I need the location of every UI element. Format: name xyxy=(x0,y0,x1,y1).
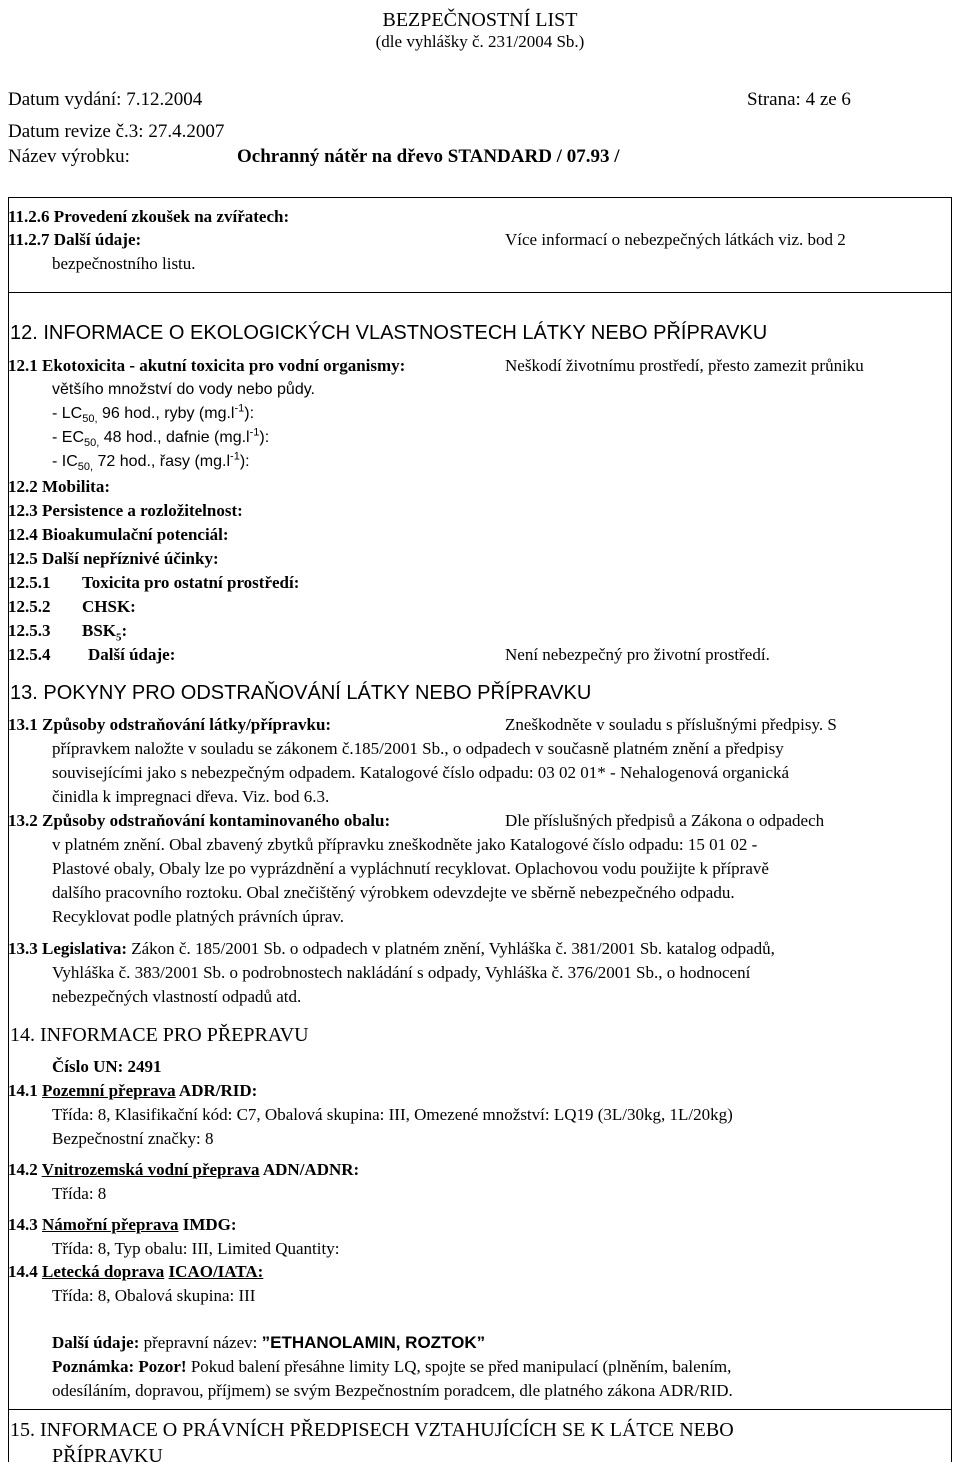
shipping-name-line: Další údaje: přepravní název: ”ETHANOLAMIN, ROZTOK” xyxy=(52,1333,486,1352)
section-15-title: 15. INFORMACE O PRÁVNÍCH PŘEDPISECH VZTAHUJÍCÍCH SE K LÁTCE NEBO xyxy=(10,1419,734,1441)
disposal-substance-value: Zneškodněte v souladu s příslušnými předpisy. S xyxy=(505,715,837,734)
section-12-title: 12. INFORMACE O EKOLOGICKÝCH VLASTNOSTECH LÁTKY NEBO PŘÍPRAVKU xyxy=(10,322,768,344)
legislation-line: 13.3 Legislativa: Zákon č. 185/2001 Sb. o odpadech v platném znění, Vyhláška č. 381/2001 Sb. katalog odpadů, xyxy=(8,939,775,958)
ic50-line: - $IC_{50,}$ 72 hod., řasy $(mg.l^{-1})$: xyxy=(52,450,250,474)
box-top-border xyxy=(8,197,952,198)
un-number: Číslo UN: 2491 xyxy=(52,1057,162,1076)
document-title: BEZPEČNOSTNÍ LIST xyxy=(382,9,578,31)
transport-sea-l1: Třída: 8, Typ obalu: III, Limited Quantity: xyxy=(52,1239,340,1258)
s11-other-data-cont: bezpečnostního listu. xyxy=(52,254,196,273)
transport-inland-l1: Třída: 8 xyxy=(52,1184,107,1203)
transport-air: 14.4 Letecká doprava ICAO/IATA: xyxy=(8,1262,264,1281)
section-15-title-l2: PŘÍPRAVKU xyxy=(52,1445,163,1467)
disposal-packaging-value: Dle příslušných předpisů a Zákona o odpadech xyxy=(505,811,825,830)
disposal-substance-label: 13.1 Způsoby odstraňování látky/přípravku: xyxy=(8,715,332,734)
legislation-l2: Vyhláška č. 383/2001 Sb. o podrobnostech nakládání s odpady, Vyhláška č. 376/2001 Sb., o hodnocení xyxy=(52,963,751,982)
ec50-line: - $EC_{50,}$ 48 hod., dafnie $(mg.l^{-1})$: xyxy=(52,426,270,450)
transport-air-l1: Třída: 8, Obalová skupina: III xyxy=(52,1286,256,1305)
chsk: CHSK: xyxy=(82,597,136,616)
section-divider xyxy=(8,292,952,293)
note-l2: odesíláním, dopravou, příjmem) se svým Bezpečnostním poradcem, dle platného zákona ADR/RID. xyxy=(52,1381,733,1400)
page-number: Strana: 4 ze 6 xyxy=(747,89,851,110)
revision-date: Datum revize č.3: 27.4.2007 xyxy=(8,121,225,142)
adverse-effects: 12.5 Další nepříznivé účinky: xyxy=(8,549,219,568)
ecotox-label: 12.1 Ekotoxicita - akutní toxicita pro vodní organismy: xyxy=(8,356,406,375)
ecotox-value: Neškodí životnímu prostředí, přesto zamezit průniku xyxy=(505,356,864,375)
section-13-title: 13. POKYNY PRO ODSTRAŇOVÁNÍ LÁTKY NEBO PŘÍPRAVKU xyxy=(10,682,592,704)
s1251-num: 12.5.1 xyxy=(8,573,51,592)
disposal-substance-l2: přípravkem naložte v souladu se zákonem č.185/2001 Sb., o odpadech v současně platném znění a předpisy xyxy=(52,739,784,758)
product-name: Ochranný nátěr na dřevo STANDARD / 07.93 / xyxy=(237,146,620,167)
lc50-line: - $LC_{50,}$ 96 hod., ryby $(mg.l^{-1})$: xyxy=(52,402,255,426)
disposal-substance-l4: činidla k impregnaci dřeva. Viz. bod 6.3. xyxy=(52,787,330,806)
persistence: 12.3 Persistence a rozložitelnost: xyxy=(8,501,243,520)
disposal-packaging-l2: v platném znění. Obal zbavený zbytků přípravku zneškodněte jako Katalogové číslo odpadu: 15 01 02 - xyxy=(52,835,758,854)
issue-date: Datum vydání: 7.12.2004 xyxy=(8,89,203,110)
ecotox-cont: většího množství do vody nebo půdy. xyxy=(52,381,315,398)
bioaccumulation: 12.4 Bioakumulační potenciál: xyxy=(8,525,229,544)
disposal-packaging-l4: dalšího pracovního roztoku. Obal znečištěný výrobkem odevzdejte ve sběrně nebezpečného odpadu. xyxy=(52,883,735,902)
disposal-substance-l3: souvisejícími jako s nebezpečným odpadem. Katalogové číslo odpadu: 03 02 01* - Nehalogenová organická xyxy=(52,763,790,782)
product-label: Název výrobku: xyxy=(8,146,130,167)
transport-land: 14.1 Pozemní přeprava ADR/RID: xyxy=(8,1081,258,1100)
mobility: 12.2 Mobilita: xyxy=(8,477,110,496)
transport-land-l2: Bezpečnostní značky: 8 xyxy=(52,1129,214,1148)
other-data-value: Není nebezpečný pro životní prostředí. xyxy=(505,645,770,664)
document-subtitle: (dle vyhlášky č. 231/2004 Sb.) xyxy=(375,32,585,51)
disposal-packaging-l3: Plastové obaly, Obaly lze po vyprázdnění a vypláchnutí recyklovat. Oplachovou vodu použijte k přípravě xyxy=(52,859,769,878)
disposal-packaging-label: 13.2 Způsoby odstraňování kontaminovaného obalu: xyxy=(8,811,391,830)
s1254-num: 12.5.4 xyxy=(8,645,51,664)
section-14-title: 14. INFORMACE PRO PŘEPRAVU xyxy=(10,1024,309,1046)
transport-inland: 14.2 Vnitrozemská vodní přeprava ADN/ADNR: xyxy=(8,1160,360,1179)
s1252-num: 12.5.2 xyxy=(8,597,51,616)
section-divider xyxy=(8,1409,952,1410)
legislation-l3: nebezpečných vlastností odpadů atd. xyxy=(52,987,302,1006)
other-data-label: Další údaje: xyxy=(88,645,176,664)
note-line: Poznámka: Pozor! Pokud balení přesáhne limity LQ, spojte se před manipulací (plněním, balením, xyxy=(52,1357,732,1376)
transport-land-l1: Třída: 8, Klasifikační kód: C7, Obalová skupina: III, Omezené množství: LQ19 (3L/30kg, 1L/20kg) xyxy=(52,1105,733,1124)
s1253-num: 12.5.3 xyxy=(8,621,51,640)
disposal-packaging-l5: Recyklovat podle platných právních úprav. xyxy=(52,907,345,926)
box-right-border xyxy=(951,197,952,1462)
bsk5: $BSK_5$: xyxy=(82,621,128,644)
other-env-toxicity: Toxicita pro ostatní prostředí: xyxy=(82,573,300,592)
transport-sea: 14.3 Námořní přeprava IMDG: xyxy=(8,1215,237,1234)
s11-other-data-value: Více informací o nebezpečných látkách viz. bod 2 xyxy=(505,230,846,249)
s11-other-data-label: 11.2.7 Další údaje: xyxy=(8,230,142,249)
s11-animal-tests: 11.2.6 Provedení zkoušek na zvířatech: xyxy=(8,207,290,226)
